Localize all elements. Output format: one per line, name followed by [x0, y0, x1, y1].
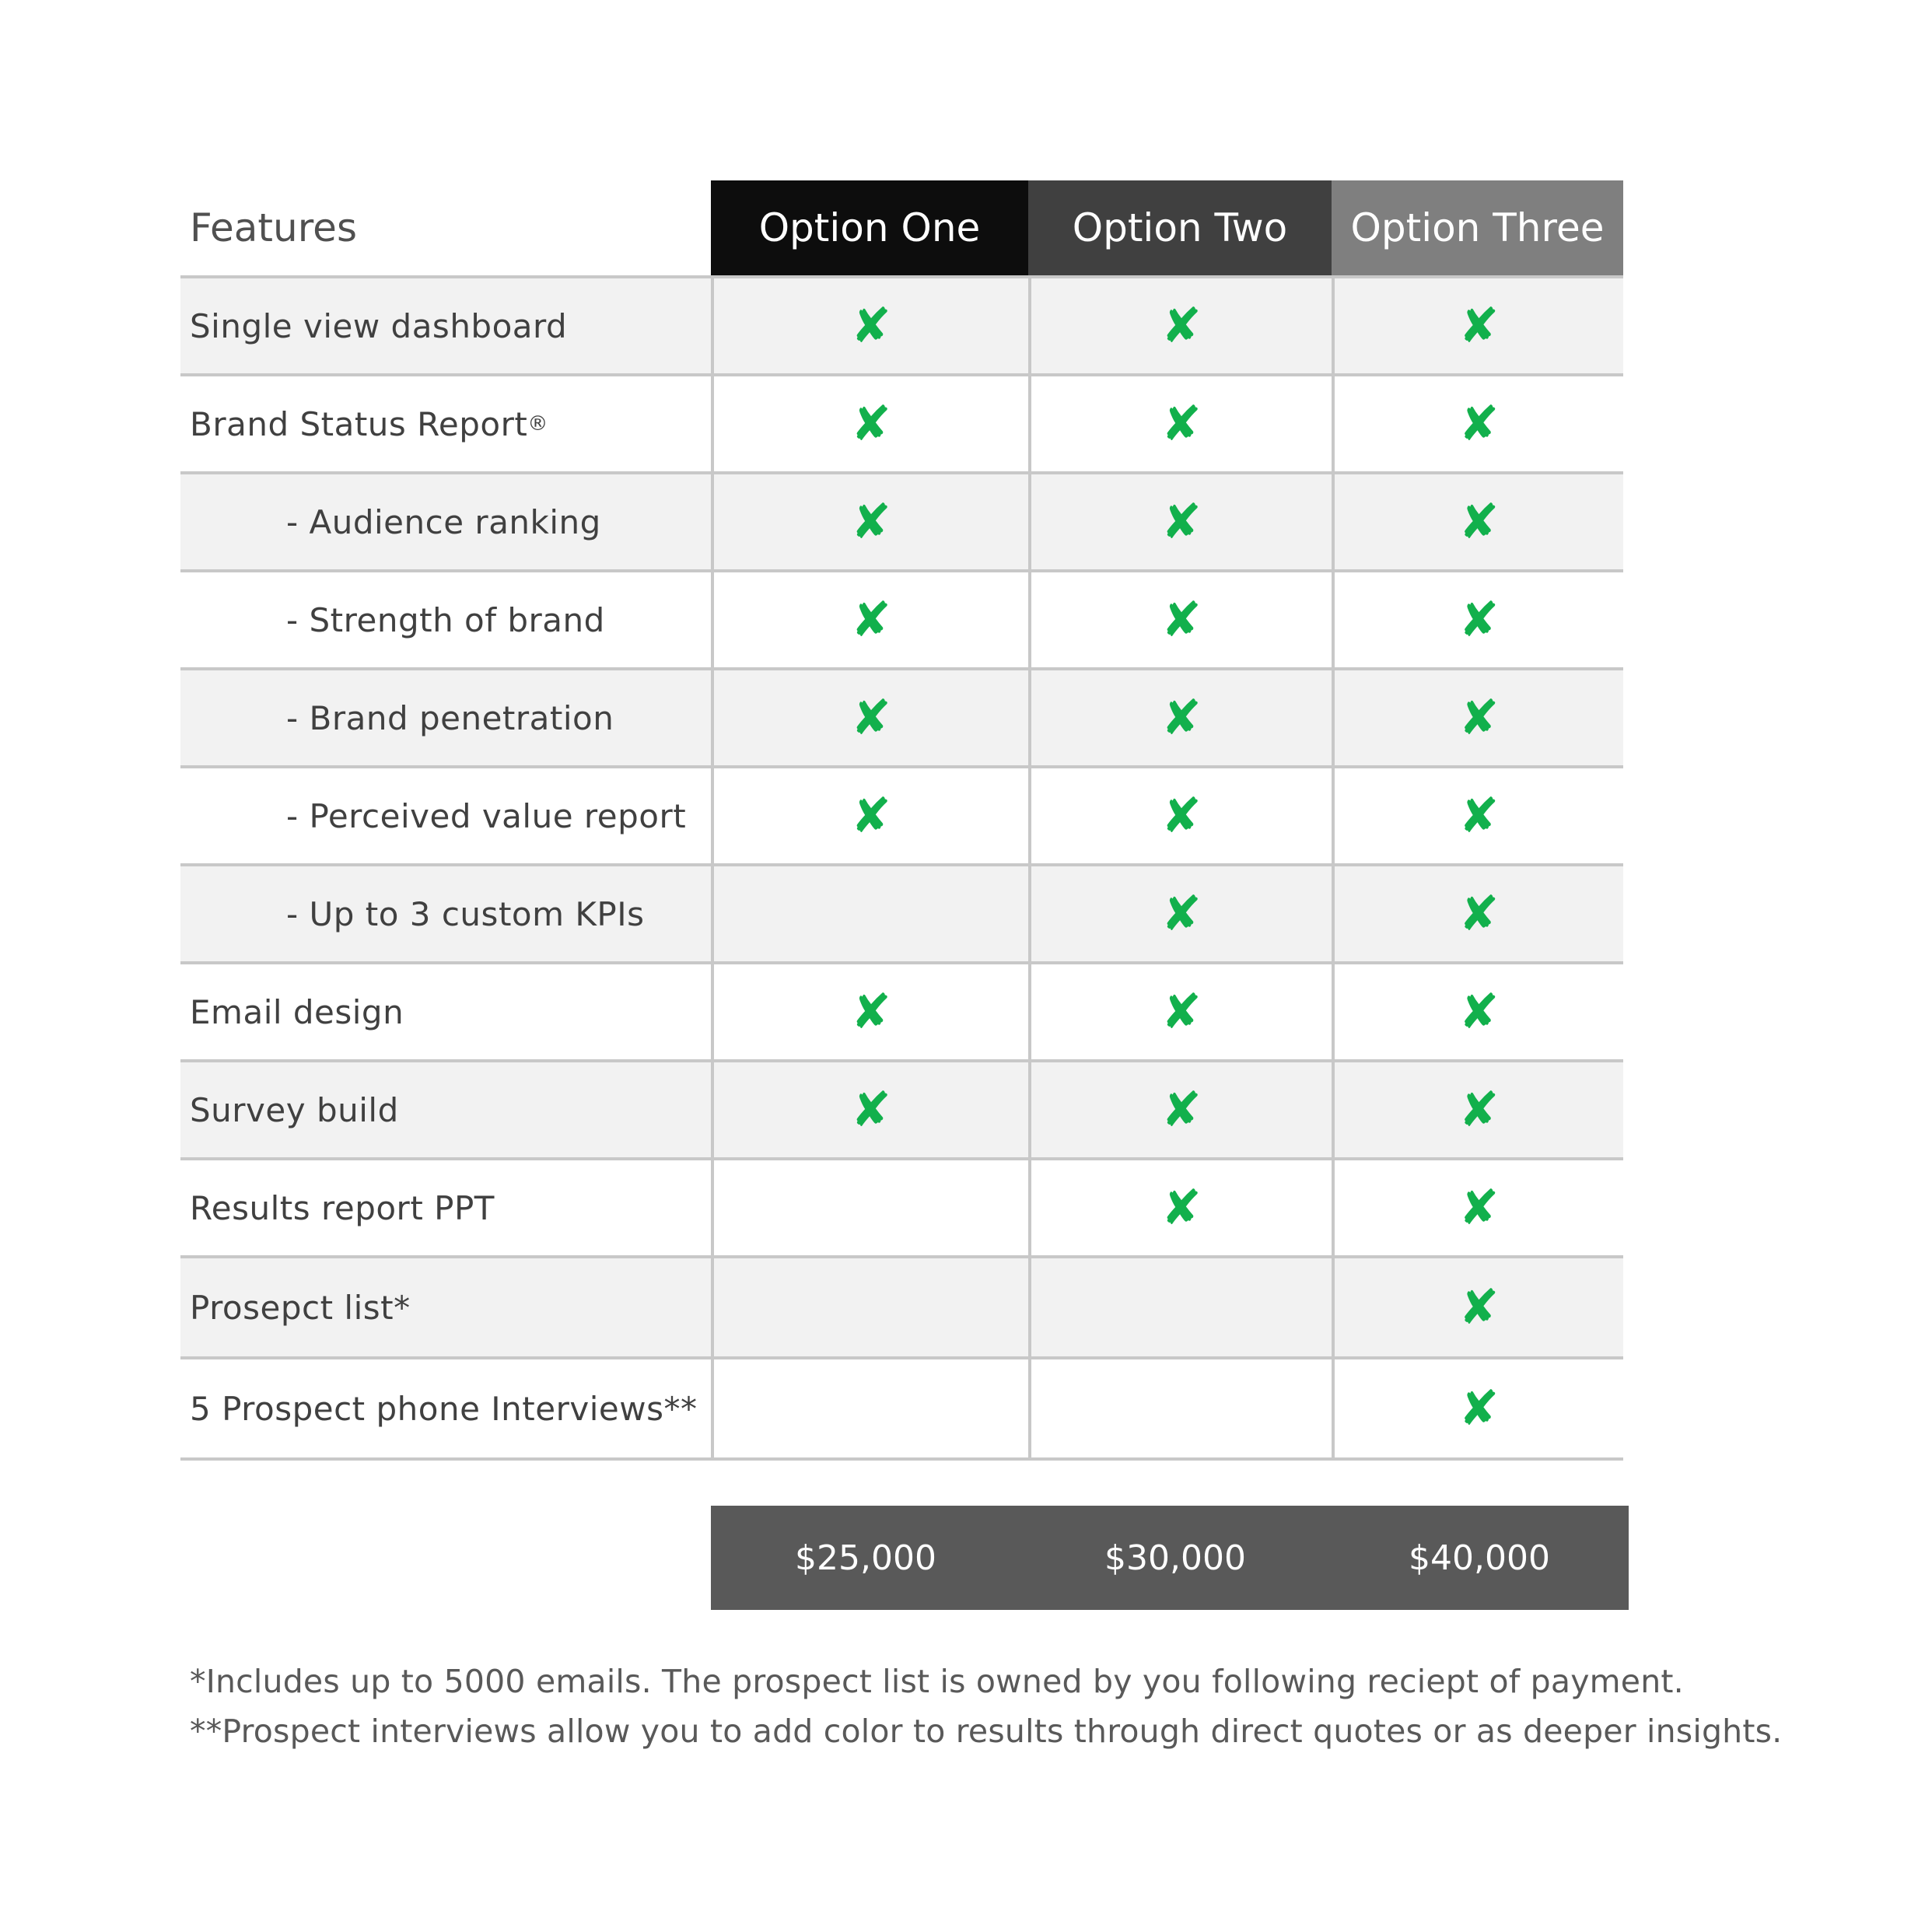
option-one-cell [711, 1062, 1028, 1160]
option-one-cell [711, 964, 1028, 1062]
option-three-cell [1332, 964, 1623, 1062]
option-three-cell [1332, 670, 1623, 768]
option-one-cell [711, 866, 1028, 964]
check-mark-icon: ✘ [851, 297, 891, 354]
feature-label [180, 866, 711, 964]
price-bar [711, 1506, 1629, 1610]
check-mark-icon: ✘ [1458, 787, 1500, 844]
feature-label-text: Survey build [190, 1090, 399, 1129]
features-header: Features [180, 180, 711, 278]
check-mark-icon: ✘ [1458, 297, 1500, 354]
check-mark-icon: ✘ [1458, 493, 1500, 550]
feature-label-text: 5 Prospect phone Interviews** [190, 1389, 698, 1428]
feature-label [180, 964, 711, 1062]
option-one-cell [711, 1258, 1028, 1359]
option-one-cell [711, 572, 1028, 670]
feature-label [180, 768, 711, 866]
option-two-cell [1028, 1258, 1332, 1359]
check-mark-icon: ✘ [1161, 885, 1202, 942]
check-mark-icon: ✘ [1458, 1380, 1500, 1436]
feature-label-text: Single view dashboard [190, 306, 568, 345]
check-mark-icon: ✘ [1458, 1081, 1500, 1138]
option-three-cell [1332, 1258, 1623, 1359]
feature-label [180, 670, 711, 768]
feature-label-text: Brand Status Report [190, 404, 528, 443]
option-two-cell [1028, 376, 1332, 474]
option-two-cell [1028, 474, 1332, 572]
check-mark-icon: ✘ [1458, 591, 1500, 648]
option-two-cell [1028, 1062, 1332, 1160]
option-three-cell [1332, 866, 1623, 964]
option-three-cell [1332, 278, 1623, 376]
feature-label-text: - Perceived value report [286, 796, 687, 835]
feature-label [180, 572, 711, 670]
option-two-cell [1028, 866, 1332, 964]
feature-label-text: - Brand penetration [286, 698, 614, 737]
feature-label-text: - Audience ranking [286, 502, 601, 541]
check-mark-icon: ✘ [851, 493, 891, 550]
option-two-cell [1028, 670, 1332, 768]
option-two-cell [1028, 1359, 1332, 1461]
check-mark-icon: ✘ [1161, 689, 1202, 746]
check-mark-icon: ✘ [851, 689, 891, 746]
option-one-cell [711, 1160, 1028, 1258]
check-mark-icon: ✘ [1161, 1179, 1202, 1236]
check-mark-icon: ✘ [1458, 689, 1500, 746]
price-option-one: $25,000 [795, 1538, 936, 1578]
option-two-cell [1028, 768, 1332, 866]
option-two-cell [1028, 278, 1332, 376]
check-mark-icon: ✘ [1161, 591, 1202, 648]
option-one-cell [711, 768, 1028, 866]
check-mark-icon: ✘ [851, 591, 891, 648]
check-mark-icon: ✘ [1161, 1081, 1202, 1138]
price-option-two: $30,000 [1104, 1538, 1246, 1578]
footnote-interviews: **Prospect interviews allow you to add color to results through direct quotes or as deeper insights. [190, 1713, 1783, 1750]
check-mark-icon: ✘ [851, 395, 891, 452]
feature-label-text: - Strength of brand [286, 600, 605, 639]
check-mark-icon: ✘ [1458, 885, 1500, 942]
registered-mark: ® [527, 412, 548, 436]
check-mark-icon: ✘ [1458, 1179, 1500, 1236]
check-mark-icon: ✘ [1161, 493, 1202, 550]
option-three-cell [1332, 474, 1623, 572]
check-mark-icon: ✘ [1458, 395, 1500, 452]
check-mark-icon: ✘ [1458, 983, 1500, 1040]
feature-label-text: Prosepct list* [190, 1288, 411, 1327]
feature-label [180, 1359, 711, 1461]
feature-label [180, 278, 711, 376]
check-mark-icon: ✘ [851, 787, 891, 844]
check-mark-icon: ✘ [1161, 983, 1202, 1040]
feature-label [180, 1160, 711, 1258]
option-three-cell [1332, 572, 1623, 670]
option-one-cell [711, 1359, 1028, 1461]
option-one-cell [711, 376, 1028, 474]
check-mark-icon: ✘ [851, 1081, 891, 1138]
option-three-cell [1332, 768, 1623, 866]
option-two-cell [1028, 572, 1332, 670]
option-one-cell [711, 474, 1028, 572]
feature-label [180, 376, 711, 474]
feature-label [180, 474, 711, 572]
check-mark-icon: ✘ [1161, 395, 1202, 452]
option-three-cell [1332, 1359, 1623, 1461]
feature-label [180, 1258, 711, 1359]
option-three-cell [1332, 1160, 1623, 1258]
feature-label-text: Email design [190, 992, 404, 1031]
option-two-header: Option Two [1028, 180, 1332, 278]
footnote-prospect-list: *Includes up to 5000 emails. The prospect list is owned by you following reciept of payment. [190, 1663, 1684, 1700]
feature-label-text: Results report PPT [190, 1188, 495, 1227]
footnotes [190, 1657, 1901, 1756]
feature-label [180, 1062, 711, 1160]
option-two-cell [1028, 1160, 1332, 1258]
check-mark-icon: ✘ [1458, 1279, 1500, 1335]
check-mark-icon: ✘ [1161, 787, 1202, 844]
option-three-cell [1332, 376, 1623, 474]
option-one-header: Option One [711, 180, 1028, 278]
option-one-cell [711, 670, 1028, 768]
option-three-header: Option Three [1332, 180, 1623, 278]
option-one-cell [711, 278, 1028, 376]
option-two-cell [1028, 964, 1332, 1062]
check-mark-icon: ✘ [1161, 297, 1202, 354]
feature-comparison-table [180, 180, 1623, 1461]
price-option-three: $40,000 [1409, 1538, 1550, 1578]
feature-label-text: - Up to 3 custom KPIs [286, 894, 645, 933]
option-three-cell [1332, 1062, 1623, 1160]
check-mark-icon: ✘ [851, 983, 891, 1040]
